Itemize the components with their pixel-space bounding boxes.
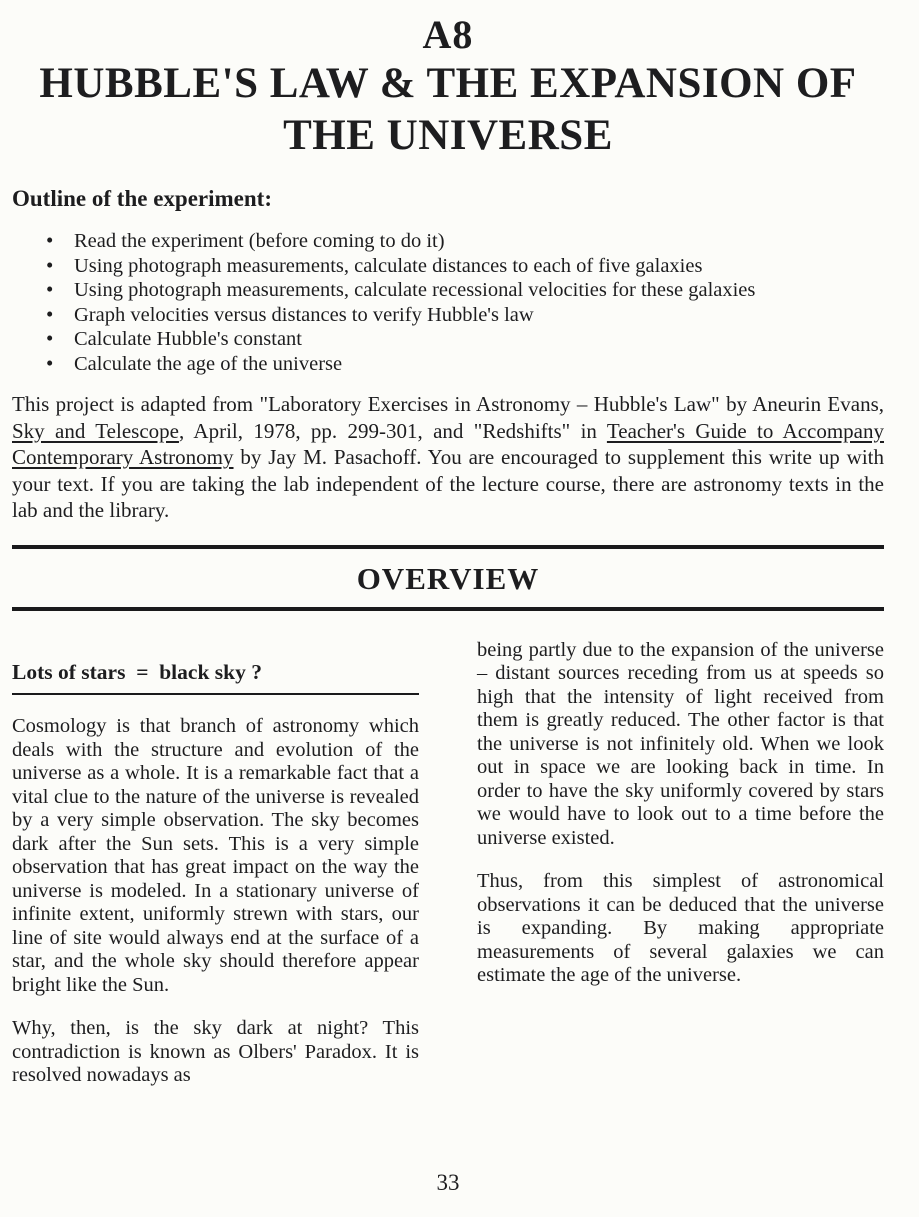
cited-title-sky-and-telescope: Sky and Telescope [12,418,179,443]
left-column [12,639,419,1088]
bullet-item: • Calculate the age of the universe [74,352,884,377]
outline-heading: Outline of the experiment: [12,186,272,211]
cited-title-teachers-guide: Teacher's Guide to Accompany Contemporary Astronomy [12,418,884,469]
intro-paragraph [12,391,884,524]
overview-heading: OVERVIEW [356,560,540,596]
left-column-heading: Lots of stars = black sky ? [12,661,419,696]
bullet-item: • Read the experiment (before coming to do it) [74,229,884,254]
right-column [477,639,884,1088]
title-line-2: THE UNIVERSE [283,112,613,159]
overview-rule-bottom [12,607,884,611]
body-paragraph: Thus, from this simplest of astronomical observations it can be deduced that the universe is expanding. By making appropriate measurements of several galaxies we can estimate the age of the universe. [477,870,884,986]
body-paragraph: being partly due to the expansion of the universe – distant sources receding from us at speeds so high that the intensity of light received from them is greatly reduced. The other factor is that the universe is not infinitely old. When we look out in space we are looking back in time. In order to have the sky uniformly covered by stars we would have to look out to a time before the universe existed. [477,638,884,849]
bullet-item: • Calculate Hubble's constant [74,327,884,352]
outline-bullet-list [12,229,884,376]
two-column-body [12,639,884,1088]
intro-text: , April, 1978, pp. 299-301, and "Redshifts" in [178,418,607,443]
intro-text: by Jay M. Pasachoff. You are encouraged to supplement this write up with your text. If you are taking the lab independent of the lecture course, there are astronomy texts in the lab and the library. [12,445,884,522]
bullet-item: • Using photograph measurements, calculate recessional velocities for these galaxies [74,278,884,303]
document-title [12,0,884,162]
page-number: 33 [436,1170,460,1195]
body-paragraph: Cosmology is that branch of astronomy which deals with the structure and evolution of the universe as a whole. It is a remarkable fact that a vital clue to the nature of the universe is revealed by a very simple observation. The sky becomes dark after the Sun sets. This is a very simple observation that has great impact on the way the universe is modeled. In a stationary universe of infinite extent, uniformly strewn with stars, our line of site would always end at the surface of a star, and the whole sky should therefore appear bright like the Sun. [12,715,419,996]
overview-rule-top [12,545,884,549]
bullet-item: • Using photograph measurements, calculate distances to each of five galaxies [74,254,884,279]
title-line-1: HUBBLE'S LAW & THE EXPANSION OF [39,60,857,107]
experiment-code: A8 [422,12,474,57]
bullet-item: • Graph velocities versus distances to verify Hubble's law [74,303,884,328]
intro-text: This project is adapted from "Laboratory Exercises in Astronomy – Hubble's Law" by Aneurin Evans, [12,392,884,416]
body-paragraph: Why, then, is the sky dark at night? This contradiction is known as Olbers' Paradox. It is resolved nowadays as [12,1017,419,1086]
